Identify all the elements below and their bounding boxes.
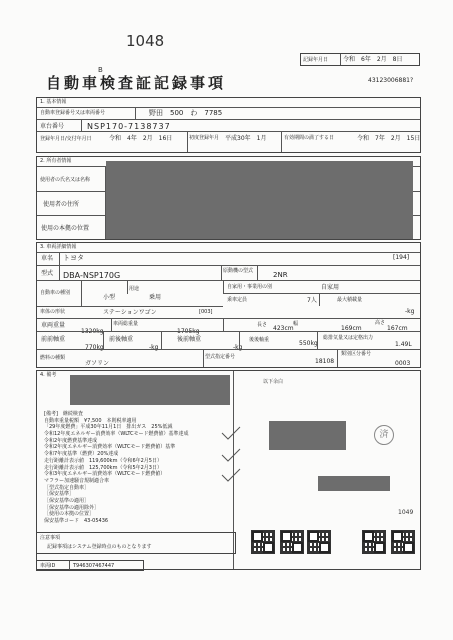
redacted-right-block xyxy=(269,421,346,450)
fuel-type-label: 燃料の種類 xyxy=(40,355,66,361)
remarks-line: 令和2年度エネルギー消費効率（WLTCモード燃費値）基準 xyxy=(44,444,176,451)
issue-date-box xyxy=(300,53,420,66)
remarks-line: 走行距離計表示値 125,700km（令和5年2月3日） xyxy=(44,464,162,471)
body-shape-value: ステーションワゴン xyxy=(103,309,157,316)
fuel-type-value: ガソリン xyxy=(85,360,110,367)
vehicle-id-value: T946307467447 xyxy=(73,563,115,569)
remarks-line: 令和3年度エネルギー消費効率（WLTCモード燃費値） xyxy=(44,471,166,477)
remarks-line: 令和7年度基準（燃費）20%達成 xyxy=(44,451,119,457)
chassis-value: NSP170-7138737 xyxy=(87,122,171,131)
front-axle-label: 前前軸重 xyxy=(41,336,66,343)
expiry-value: 令和 7年 2月 15日 xyxy=(357,135,421,142)
serial-number: 43123006881? xyxy=(368,77,414,84)
gross-weight-label: 車両総重量 xyxy=(113,321,139,327)
rear-axle-label: 後後軸重 xyxy=(249,337,270,343)
owner-section-heading: 2. 所有者情報 xyxy=(40,158,72,164)
processed-seal-icon: 済 xyxy=(374,425,394,445)
remarks-line: ［保安基準］ xyxy=(44,491,75,497)
capacity-value: 7人 xyxy=(307,297,317,304)
check-mark xyxy=(222,427,240,439)
vehicle-section-heading: 3. 車両詳細情報 xyxy=(40,244,77,250)
qr-code-icon xyxy=(307,530,331,554)
remarks-line: 令和12年度エネルギー消費効率（WLTCモード燃費値）基準達成 xyxy=(44,431,189,437)
category-number-label: 類別区分番号 xyxy=(341,351,372,357)
length-label: 長さ xyxy=(257,322,268,328)
user-address-label: 使用者の住所 xyxy=(43,201,80,208)
issue-date-label: 記録年月日 xyxy=(303,57,329,63)
use-value: 乗用 xyxy=(149,294,162,301)
remarks-line: ［保安基準の適用除外］ xyxy=(44,504,100,511)
handwritten-mark: B xyxy=(98,66,103,74)
body-shape-label: 車体の形状 xyxy=(40,309,66,315)
private-value: 自家用 xyxy=(321,284,340,291)
notes-label: 注意事項 xyxy=(40,535,61,541)
remarks-line: [備考] 継続検査 xyxy=(44,411,83,417)
notes-box xyxy=(36,532,236,554)
width-label: 幅 xyxy=(293,321,299,327)
qr-code-icon xyxy=(391,530,415,554)
vehicle-id-box xyxy=(36,560,144,571)
qr-code-icon xyxy=(362,530,386,554)
blank-below-label: 以下余白 xyxy=(263,379,284,385)
vehicle-weight-value: 1320kg xyxy=(81,328,104,335)
registration-date-value: 令和 4年 2月 16日 xyxy=(109,135,173,142)
front-axle-value: 770kg xyxy=(85,344,104,351)
front-rear-axle-label: 前後軸重 xyxy=(109,336,134,343)
remarks-line: 走行距離計表示値 119,600km（令和6年2月5日） xyxy=(44,457,162,464)
category-number-value: 0003 xyxy=(395,360,411,367)
remarks-lines xyxy=(44,410,236,524)
basic-info-section xyxy=(36,97,421,153)
remarks-line: 令和2年度燃費基準達成 xyxy=(44,437,98,444)
issue-date-value: 令和 6年 2月 8日 xyxy=(343,56,403,63)
front-rear-axle-value: -kg xyxy=(149,344,159,351)
remarks-line: マフラー加速騒音規制適合車 xyxy=(44,477,110,484)
width-value: 169cm xyxy=(341,325,362,332)
length-value: 423cm xyxy=(273,325,294,332)
make-label: 車名 xyxy=(41,255,54,262)
first-year-label: 初度登録年月 xyxy=(189,135,220,141)
redacted-remarks-block xyxy=(70,375,230,405)
engine-value: 2NR xyxy=(273,271,288,279)
vehicle-details-section xyxy=(36,242,421,368)
displacement-label: 総排気量又は定格出力 xyxy=(323,335,374,341)
vehicle-kind-value: 小型 xyxy=(103,294,116,301)
check-mark xyxy=(222,469,240,481)
chassis-label: 車台番号 xyxy=(40,123,65,130)
make-value: トヨタ xyxy=(63,254,84,262)
redacted-bottom-strip xyxy=(318,476,390,491)
user-name-label: 使用者の氏名又は名称 xyxy=(40,177,91,183)
max-load-label: 最大積載量 xyxy=(337,297,363,303)
remarks-section-heading: 4. 備考 xyxy=(40,372,57,378)
handwritten-number: 1048 xyxy=(126,32,165,50)
qr-code-icon xyxy=(251,530,275,554)
remarks-line: ［使用の本拠の位置］ xyxy=(44,511,95,517)
height-value: 167cm xyxy=(387,325,408,332)
capacity-label: 乗車定員 xyxy=(227,297,248,303)
rear-axle-value: 550kg xyxy=(299,340,318,347)
document-title: 自動車検査証記録事項 xyxy=(46,74,227,92)
remarks-line: 自動車重量税額 ¥7,500 本則税率適用 xyxy=(44,417,137,424)
remarks-line: ［保安基準の適用］ xyxy=(44,497,90,504)
model-label: 型式 xyxy=(41,270,54,277)
make-code: [194] xyxy=(393,254,410,261)
qr-code-icon xyxy=(280,530,304,554)
handwritten-check-marks xyxy=(218,425,248,485)
vehicle-id-label: 車両ID xyxy=(40,563,56,569)
remarks-line: 保安基準コード 43-05436 xyxy=(44,518,109,524)
vehicle-weight-label: 車両重量 xyxy=(41,322,66,329)
check-mark xyxy=(222,449,240,461)
basic-section-heading: 1. 基本情報 xyxy=(40,99,67,105)
rear-front-axle-label: 後前軸重 xyxy=(177,336,202,343)
notes-text: 記録事項はシステム登録時点のものとなります xyxy=(47,544,152,550)
use-label: 用途 xyxy=(129,286,140,292)
handwritten-number-2: 1049 xyxy=(398,509,414,516)
redacted-owner-info xyxy=(106,161,413,239)
first-year-value: 平成30年 1月 xyxy=(225,135,267,142)
model-designation-label: 型式指定番号 xyxy=(205,354,236,360)
private-label: 自家用・事業用の別 xyxy=(227,284,273,290)
rear-front-axle-value: -kg xyxy=(233,344,243,351)
reg-number-label: 自動車登録番号又は車両番号 xyxy=(40,110,106,116)
expiry-label: 有効期間の満了する日 xyxy=(284,135,335,141)
model-designation-value: 18108 xyxy=(315,358,335,365)
body-code: [003] xyxy=(199,309,213,315)
height-label: 高さ xyxy=(375,320,386,326)
remarks-line: 「29年度燃費」平成30年11月1日 排出ガス 25%低減 xyxy=(44,424,173,431)
max-load-value: -kg xyxy=(405,308,415,315)
engine-label: 原動機の型式 xyxy=(223,268,254,274)
remarks-line: ［型式指定自動車］ xyxy=(44,484,90,491)
vehicle-kind-label: 自動車の種別 xyxy=(40,290,71,296)
reg-number-value: 野田 500 わ 7785 xyxy=(149,109,223,117)
model-value: DBA-NSP170G xyxy=(63,271,121,280)
registration-date-label: 登録年月日/交付年月日 xyxy=(40,136,92,142)
displacement-value: 1.49L xyxy=(395,341,412,348)
base-location-label: 使用の本拠の位置 xyxy=(41,225,90,232)
gross-weight-value: 1705kg xyxy=(177,328,200,335)
